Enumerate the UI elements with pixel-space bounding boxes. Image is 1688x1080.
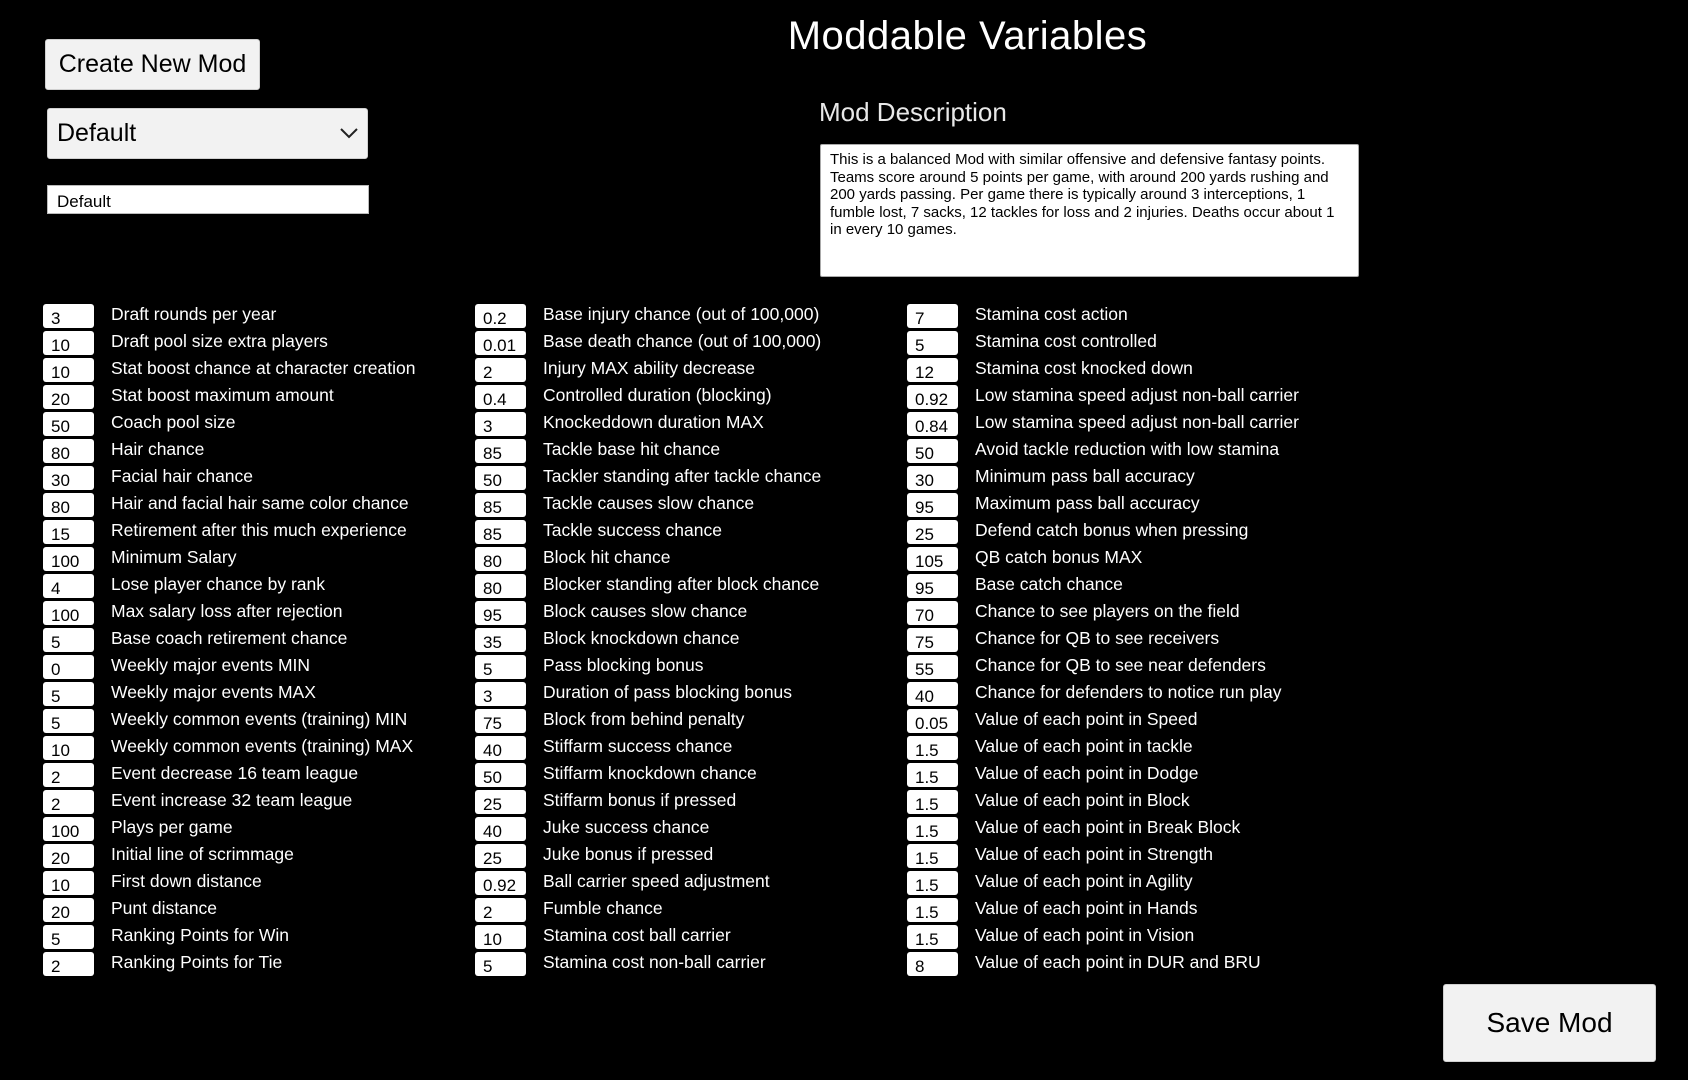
variable-label: Stamina cost ball carrier: [543, 925, 731, 945]
variable-row: [475, 599, 748, 626]
variable-row: [907, 491, 1200, 518]
variable-row: [43, 869, 262, 896]
variable-value-input[interactable]: 3: [475, 682, 526, 706]
variable-row: [907, 383, 1299, 410]
variables-column-1: [43, 302, 416, 977]
variable-row: [907, 572, 1123, 599]
variable-row: [475, 707, 745, 734]
variable-value-input[interactable]: 50: [43, 412, 94, 436]
variable-label: Juke bonus if pressed: [543, 844, 714, 864]
variable-label: Stat boost maximum amount: [111, 385, 334, 405]
variable-row: [907, 545, 1143, 572]
variable-value-input[interactable]: 0.2: [475, 304, 526, 328]
variable-row: [907, 842, 1214, 869]
variable-row: [475, 815, 710, 842]
variable-value-input[interactable]: 95: [907, 574, 958, 598]
variable-row: [907, 518, 1249, 545]
variable-value-input[interactable]: 5: [475, 952, 526, 976]
variable-label: Punt distance: [111, 898, 218, 918]
variable-label: Value of each point in Block: [975, 790, 1190, 810]
variable-row: [43, 896, 218, 923]
variable-label: Juke success chance: [543, 817, 710, 837]
variable-row: [907, 437, 1280, 464]
variable-label: Stiffarm bonus if pressed: [543, 790, 737, 810]
variable-value-input[interactable]: 10: [43, 358, 94, 382]
variable-label: Fumble chance: [543, 898, 663, 918]
variable-value-input[interactable]: 0.92: [475, 871, 526, 895]
variable-row: [43, 545, 237, 572]
variable-row: [907, 896, 1198, 923]
variable-value-input[interactable]: 1.5: [907, 790, 958, 814]
variable-label: Lose player chance by rank: [111, 574, 326, 594]
variable-row: [475, 734, 733, 761]
variable-row: [43, 923, 289, 950]
variable-label: Minimum pass ball accuracy: [975, 466, 1195, 486]
variable-label: Value of each point in Vision: [975, 925, 1195, 945]
variable-label: Event increase 32 team league: [111, 790, 353, 810]
variable-value-input[interactable]: 10: [43, 331, 94, 355]
variable-value-input[interactable]: 20: [43, 385, 94, 409]
variable-row: [475, 869, 770, 896]
variable-row: [907, 410, 1299, 437]
variable-value-input[interactable]: 5: [43, 709, 94, 733]
variable-value-input[interactable]: 40: [475, 817, 526, 841]
variable-label: Base catch chance: [975, 574, 1123, 594]
mod-description-textarea[interactable]: This is a balanced Mod with similar offensive and defensive fantasy points. Teams score around 5 points per game, with around 200 yards rushing and 200 yards passing. Per game there is typically around 3 interceptions, 1 fumble lost, 7 sacks, 12 tackles for loss and 2 injuries. Deaths occur about 1 in every 10 games.: [820, 144, 1359, 277]
variable-value-input[interactable]: 20: [43, 898, 94, 922]
variable-row: [907, 356, 1193, 383]
variable-label: Retirement after this much experience: [111, 520, 407, 540]
variable-value-input[interactable]: 80: [475, 574, 526, 598]
variable-value-input[interactable]: 0: [43, 655, 94, 679]
variable-label: Facial hair chance: [111, 466, 254, 486]
variable-row: [475, 302, 820, 329]
variable-row: [43, 302, 277, 329]
variable-row: [475, 383, 772, 410]
variable-label: Block from behind penalty: [543, 709, 745, 729]
variable-value-input[interactable]: 100: [43, 817, 94, 841]
variable-row: [43, 788, 353, 815]
variable-label: Block hit chance: [543, 547, 671, 567]
variable-value-input[interactable]: 85: [475, 493, 526, 517]
variable-row: [475, 518, 722, 545]
variable-label: Low stamina speed adjust non-ball carrier: [975, 412, 1299, 432]
variable-row: [907, 302, 1128, 329]
variable-label: Low stamina speed adjust non-ball carrier: [975, 385, 1299, 405]
variable-label: Block causes slow chance: [543, 601, 748, 621]
variable-label: Tackle success chance: [543, 520, 722, 540]
variable-row: [907, 815, 1241, 842]
variable-label: Event decrease 16 team league: [111, 763, 359, 783]
variable-value-input[interactable]: 85: [475, 520, 526, 544]
variable-label: Value of each point in DUR and BRU: [975, 952, 1261, 972]
variable-row: [43, 815, 233, 842]
variable-value-input[interactable]: 2: [43, 952, 94, 976]
variable-value-input[interactable]: 5: [43, 628, 94, 652]
variable-label: Pass blocking bonus: [543, 655, 704, 675]
variable-label: Tackle causes slow chance: [543, 493, 755, 513]
variable-label: Tackle base hit chance: [543, 439, 721, 459]
variable-label: Hair and facial hair same color chance: [111, 493, 409, 513]
variable-label: Value of each point in Hands: [975, 898, 1198, 918]
variable-label: Stamina cost action: [975, 304, 1128, 324]
variable-label: Coach pool size: [111, 412, 236, 432]
variable-row: [475, 491, 755, 518]
variable-value-input[interactable]: 15: [43, 520, 94, 544]
variable-row: [43, 383, 334, 410]
variable-label: Maximum pass ball accuracy: [975, 493, 1200, 513]
variable-row: [907, 950, 1261, 977]
variable-row: [43, 464, 254, 491]
variable-label: Value of each point in Agility: [975, 871, 1193, 891]
variable-row: [475, 545, 671, 572]
variable-value-input[interactable]: 75: [907, 628, 958, 652]
variable-label: Base death chance (out of 100,000): [543, 331, 822, 351]
variable-value-input[interactable]: 25: [475, 790, 526, 814]
variable-label: Value of each point in Speed: [975, 709, 1198, 729]
variable-row: [43, 572, 326, 599]
variable-row: [43, 410, 236, 437]
variable-label: Draft pool size extra players: [111, 331, 328, 351]
variable-value-input[interactable]: 100: [43, 601, 94, 625]
variable-label: Stamina cost controlled: [975, 331, 1157, 351]
variable-row: [43, 437, 205, 464]
variable-label: Draft rounds per year: [111, 304, 277, 324]
variable-label: Minimum Salary: [111, 547, 237, 567]
variable-value-input[interactable]: 70: [907, 601, 958, 625]
variable-label: Base injury chance (out of 100,000): [543, 304, 820, 324]
variable-value-input[interactable]: 100: [43, 547, 94, 571]
variable-row: [475, 680, 793, 707]
variable-value-input[interactable]: 75: [475, 709, 526, 733]
variable-row: [907, 761, 1199, 788]
variable-value-input[interactable]: 25: [907, 520, 958, 544]
variable-label: Chance to see players on the field: [975, 601, 1240, 621]
variable-value-input[interactable]: 40: [907, 682, 958, 706]
variable-value-input[interactable]: 10: [43, 871, 94, 895]
save-mod-button[interactable]: Save Mod: [1443, 984, 1656, 1062]
mod-select-value: Default: [57, 119, 137, 147]
variable-row: [475, 788, 737, 815]
variable-row: [43, 707, 408, 734]
variable-value-input[interactable]: 1.5: [907, 925, 958, 949]
variable-row: [475, 950, 766, 977]
variable-row: [43, 491, 409, 518]
variable-value-input[interactable]: 30: [907, 466, 958, 490]
variable-value-input[interactable]: 1.5: [907, 817, 958, 841]
variable-label: Chance for defenders to notice run play: [975, 682, 1282, 702]
variable-label: Hair chance: [111, 439, 205, 459]
variable-value-input[interactable]: 10: [43, 736, 94, 760]
variable-row: [907, 923, 1195, 950]
variable-value-input[interactable]: 25: [475, 844, 526, 868]
variable-label: Weekly common events (training) MIN: [111, 709, 408, 729]
variable-label: Stiffarm knockdown chance: [543, 763, 757, 783]
variable-value-input[interactable]: 2: [475, 358, 526, 382]
variable-value-input[interactable]: 80: [475, 547, 526, 571]
variable-label: Ranking Points for Tie: [111, 952, 283, 972]
variable-value-input[interactable]: 50: [907, 439, 958, 463]
variable-value-input[interactable]: 0.92: [907, 385, 958, 409]
variable-row: [43, 518, 407, 545]
variable-row: [43, 653, 311, 680]
variable-value-input[interactable]: 1.5: [907, 763, 958, 787]
variable-value-input[interactable]: 35: [475, 628, 526, 652]
variable-label: Stamina cost knocked down: [975, 358, 1193, 378]
variable-value-input[interactable]: 20: [43, 844, 94, 868]
variable-row: [907, 707, 1198, 734]
variable-value-input[interactable]: 5: [43, 925, 94, 949]
variable-label: Weekly major events MIN: [111, 655, 311, 675]
variable-value-input[interactable]: 105: [907, 547, 958, 571]
variable-value-input[interactable]: 5: [475, 655, 526, 679]
variable-label: Base coach retirement chance: [111, 628, 348, 648]
variable-row: [475, 329, 822, 356]
variable-label: Block knockdown chance: [543, 628, 740, 648]
variables-column-3: [907, 302, 1299, 977]
variable-row: [43, 761, 359, 788]
variable-label: Plays per game: [111, 817, 233, 837]
variable-label: Avoid tackle reduction with low stamina: [975, 439, 1280, 459]
variable-label: Injury MAX ability decrease: [543, 358, 756, 378]
variable-label: Defend catch bonus when pressing: [975, 520, 1249, 540]
variable-value-input[interactable]: 3: [43, 304, 94, 328]
variable-row: [907, 626, 1220, 653]
variable-label: Knockeddown duration MAX: [543, 412, 764, 432]
variable-value-input[interactable]: 1.5: [907, 871, 958, 895]
variable-value-input[interactable]: 2: [43, 790, 94, 814]
variable-row: [907, 599, 1240, 626]
variable-value-input[interactable]: 0.05: [907, 709, 958, 733]
variable-label: Stamina cost non-ball carrier: [543, 952, 766, 972]
variable-label: Weekly major events MAX: [111, 682, 316, 702]
variable-row: [43, 950, 283, 977]
create-new-mod-button[interactable]: Create New Mod: [45, 39, 260, 90]
variable-label: Initial line of scrimmage: [111, 844, 294, 864]
variable-label: First down distance: [111, 871, 262, 891]
variable-value-input[interactable]: 3: [475, 412, 526, 436]
variable-value-input[interactable]: 1.5: [907, 736, 958, 760]
variable-value-input[interactable]: 12: [907, 358, 958, 382]
variable-label: Stat boost chance at character creation: [111, 358, 416, 378]
variable-value-input[interactable]: 95: [475, 601, 526, 625]
variable-label: QB catch bonus MAX: [975, 547, 1143, 567]
variable-value-input[interactable]: 1.5: [907, 898, 958, 922]
variable-label: Chance for QB to see near defenders: [975, 655, 1266, 675]
variable-value-input[interactable]: 85: [475, 439, 526, 463]
variable-row: [907, 734, 1193, 761]
variable-row: [43, 680, 316, 707]
variable-value-input[interactable]: 10: [475, 925, 526, 949]
variable-row: [43, 734, 414, 761]
variable-value-input[interactable]: 2: [43, 763, 94, 787]
variable-row: [43, 842, 294, 869]
variable-label: Controlled duration (blocking): [543, 385, 772, 405]
variable-row: [475, 410, 764, 437]
variable-label: Blocker standing after block chance: [543, 574, 820, 594]
variable-label: Duration of pass blocking bonus: [543, 682, 793, 702]
variable-value-input[interactable]: 80: [43, 439, 94, 463]
variable-label: Ranking Points for Win: [111, 925, 289, 945]
page-title: Moddable Variables: [787, 14, 1148, 58]
variable-label: Value of each point in Break Block: [975, 817, 1241, 837]
variable-label: Ball carrier speed adjustment: [543, 871, 770, 891]
variable-value-input[interactable]: 0.4: [475, 385, 526, 409]
variable-row: [907, 869, 1193, 896]
variable-row: [475, 572, 820, 599]
variable-label: Max salary loss after rejection: [111, 601, 343, 621]
variable-value-input[interactable]: 30: [43, 466, 94, 490]
variable-row: [475, 896, 663, 923]
mod-select-dropdown[interactable]: [47, 108, 368, 159]
variable-value-input[interactable]: 55: [907, 655, 958, 679]
variable-value-input[interactable]: 5: [907, 331, 958, 355]
variable-value-input[interactable]: 40: [475, 736, 526, 760]
variable-row: [43, 599, 343, 626]
variable-row: [475, 464, 822, 491]
variable-value-input[interactable]: 5: [43, 682, 94, 706]
variable-row: [475, 437, 721, 464]
variable-label: Stiffarm success chance: [543, 736, 733, 756]
variable-value-input[interactable]: 50: [475, 763, 526, 787]
variable-label: Value of each point in Strength: [975, 844, 1214, 864]
variable-value-input[interactable]: 80: [43, 493, 94, 517]
variable-row: [43, 356, 416, 383]
variable-value-input[interactable]: 7: [907, 304, 958, 328]
variable-row: [907, 329, 1157, 356]
variable-value-input[interactable]: 0.84: [907, 412, 958, 436]
variable-row: [43, 626, 348, 653]
variable-row: [907, 464, 1195, 491]
variable-value-input[interactable]: 50: [475, 466, 526, 490]
variable-value-input[interactable]: 8: [907, 952, 958, 976]
variable-row: [475, 626, 740, 653]
variable-value-input[interactable]: 0.01: [475, 331, 526, 355]
variable-label: Value of each point in Dodge: [975, 763, 1199, 783]
variable-row: [475, 842, 714, 869]
variable-value-input[interactable]: 95: [907, 493, 958, 517]
variable-label: Value of each point in tackle: [975, 736, 1193, 756]
variable-label: Chance for QB to see receivers: [975, 628, 1220, 648]
variable-value-input[interactable]: 1.5: [907, 844, 958, 868]
variable-row: [475, 761, 757, 788]
variable-row: [907, 680, 1282, 707]
mod-name-input[interactable]: Default: [47, 185, 369, 214]
variable-row: [907, 788, 1190, 815]
variable-row: [907, 653, 1266, 680]
variable-label: Tackler standing after tackle chance: [543, 466, 822, 486]
variable-row: [475, 653, 704, 680]
chevron-down-icon: [337, 121, 361, 145]
mod-description-label: Mod Description: [819, 97, 1007, 127]
variable-row: [43, 329, 328, 356]
variable-value-input[interactable]: 2: [475, 898, 526, 922]
variable-value-input[interactable]: 4: [43, 574, 94, 598]
variable-row: [475, 356, 756, 383]
variables-column-2: [475, 302, 822, 977]
variable-row: [475, 923, 731, 950]
variable-label: Weekly common events (training) MAX: [111, 736, 414, 756]
